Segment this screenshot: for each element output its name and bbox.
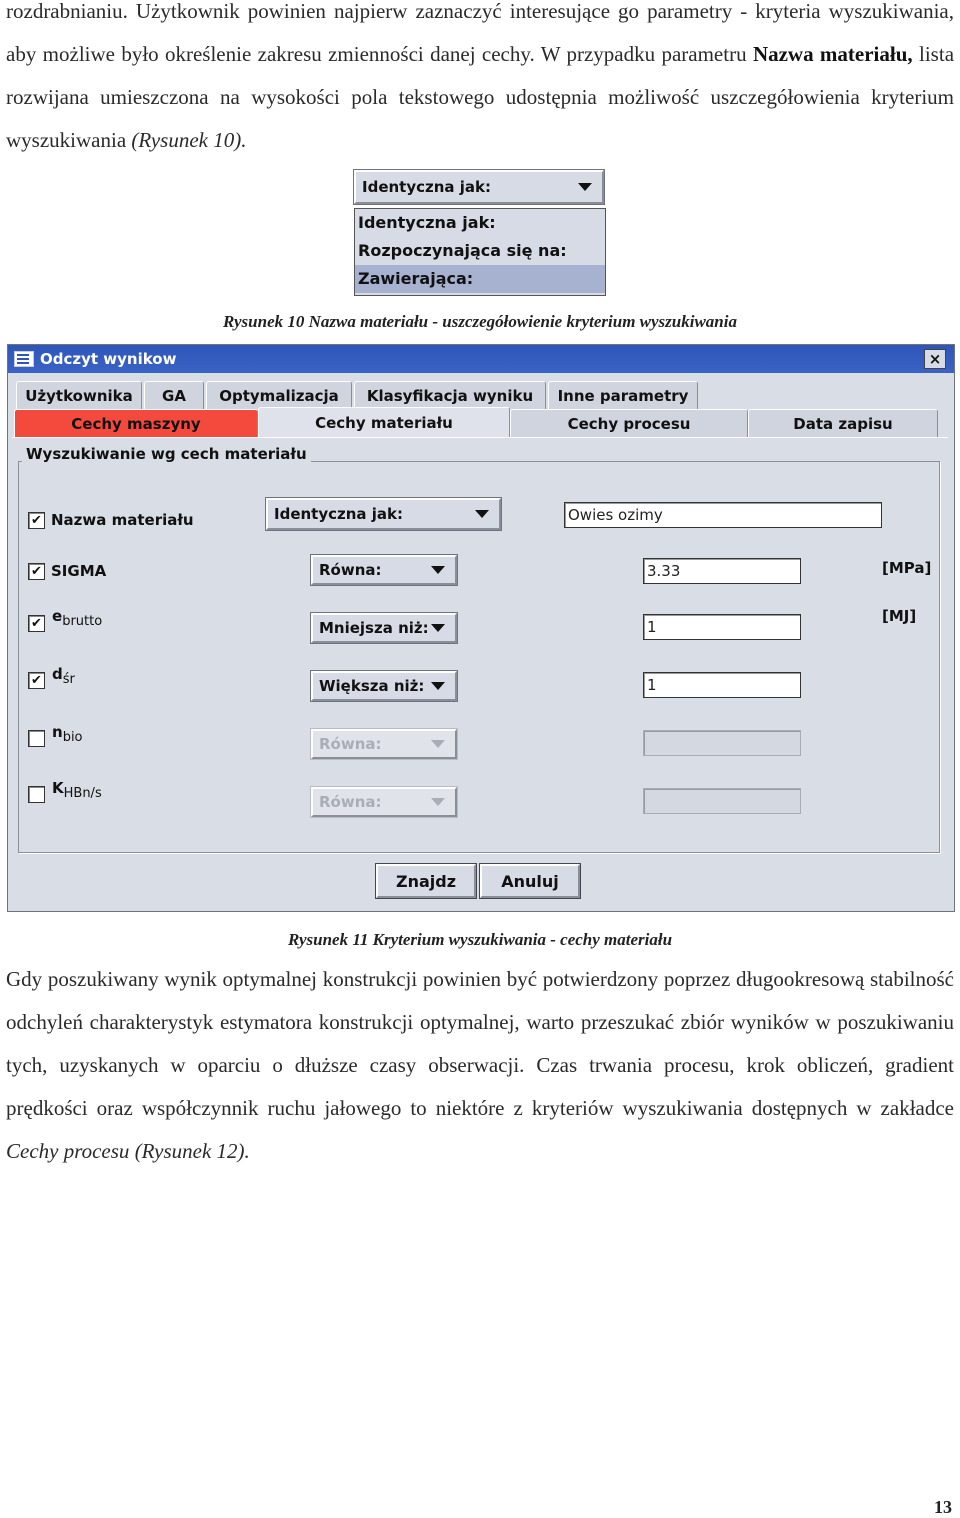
sigma-combo[interactable] bbox=[311, 555, 457, 585]
checkbox-k-hbns[interactable] bbox=[28, 786, 45, 803]
match-mode-combo[interactable] bbox=[354, 170, 604, 204]
window-titlebar[interactable] bbox=[8, 345, 954, 373]
intro-paragraph bbox=[6, 0, 954, 162]
tab-optimization[interactable]: Optymalizacja bbox=[206, 381, 352, 409]
checkbox-e-brutto[interactable]: ✔ bbox=[28, 615, 45, 632]
group-title: Wyszukiwanie wg cech materiału bbox=[22, 445, 311, 463]
option-contains[interactable]: Zawierająca: bbox=[355, 265, 605, 293]
results-window bbox=[8, 345, 954, 911]
label-d-sr-sub: śr bbox=[62, 672, 75, 687]
k-hbns-combo[interactable] bbox=[311, 787, 457, 817]
label-n-bio-sub: bio bbox=[62, 730, 83, 745]
sigma-combo-value: Równa: bbox=[319, 561, 382, 579]
tab-machine-features[interactable]: Cechy maszyny bbox=[14, 409, 258, 437]
cancel-button[interactable]: Anuluj bbox=[480, 864, 580, 898]
chevron-down-icon bbox=[431, 798, 445, 806]
find-button[interactable]: Znajdz bbox=[376, 864, 476, 898]
label-k-hbns-sub: HBn/s bbox=[63, 786, 102, 801]
checkbox-d-sr[interactable]: ✔ bbox=[28, 672, 45, 689]
intro-figure-ref: (Rysunek 10). bbox=[131, 128, 247, 152]
tab-ga[interactable]: GA bbox=[144, 381, 204, 409]
tab-save-date[interactable]: Data zapisu bbox=[748, 409, 938, 437]
intro-text-1: rozdrabnianiu. Użytkownik powinien najpierw zaznaczyć interesujące go parametry - kryteria wyszukiwania, aby możliwe było określenie zakresu zmienności danej cechy. W przypadku parametru bbox=[6, 0, 954, 66]
label-d-sr bbox=[52, 665, 75, 687]
unit-mpa: [MPa] bbox=[882, 559, 932, 577]
material-name-input[interactable]: Owies ozimy bbox=[564, 502, 882, 528]
k-hbns-combo-value: Równa: bbox=[319, 793, 382, 811]
e-brutto-combo[interactable] bbox=[311, 613, 457, 643]
label-k-hbns bbox=[52, 779, 102, 801]
outro-paragraph bbox=[6, 958, 954, 1173]
tab-user[interactable]: Użytkownika bbox=[16, 381, 142, 409]
chevron-down-icon bbox=[475, 510, 489, 518]
tab-result-classification[interactable]: Klasyfikacja wyniku bbox=[354, 381, 546, 409]
label-d-sr-main: d bbox=[52, 665, 63, 683]
option-starts-with[interactable]: Rozpoczynająca się na: bbox=[358, 241, 567, 260]
n-bio-combo[interactable] bbox=[311, 729, 457, 759]
chevron-down-icon bbox=[578, 183, 592, 191]
match-mode-listbox[interactable] bbox=[354, 208, 606, 296]
n-bio-input[interactable] bbox=[643, 730, 801, 756]
outro-text: Gdy poszukiwany wynik optymalnej konstrukcji powinien być potwierdzony poprzez długookresową stabilność odchyleń charakterystyk estymatora konstrukcji optymalnej, warto przeszukać zbiór wyników w poszukiwaniu tych, uzyskanych w oparciu o dłuższe czasy obserwacji. Czas trwania procesu, krok obliczeń, gradient prędkości oraz współczynnik ruchu jałowego to niektóre z kryteriów wyszukiwania dostępnych w zakładce bbox=[6, 967, 954, 1120]
app-icon bbox=[14, 351, 34, 367]
checkbox-material-name[interactable]: ✔ bbox=[28, 512, 45, 529]
d-sr-input[interactable]: 1 bbox=[643, 672, 801, 698]
e-brutto-input[interactable]: 1 bbox=[643, 614, 801, 640]
e-brutto-combo-value: Mniejsza niż: bbox=[319, 619, 429, 637]
tab-divider bbox=[12, 437, 948, 438]
k-hbns-input[interactable] bbox=[643, 788, 801, 814]
figure11-caption: Rysunek 11 Kryterium wyszukiwania - cechy materiału bbox=[287, 930, 673, 949]
n-bio-combo-value: Równa: bbox=[319, 735, 382, 753]
close-icon[interactable]: × bbox=[924, 349, 946, 369]
label-e-brutto-main: e bbox=[52, 607, 63, 625]
label-n-bio-main: n bbox=[52, 723, 63, 741]
chevron-down-icon bbox=[431, 566, 445, 574]
intro-bold-term: Nazwa materiału, bbox=[752, 42, 913, 66]
label-n-bio bbox=[52, 723, 83, 745]
option-identical[interactable]: Identyczna jak: bbox=[358, 213, 496, 232]
unit-mj: [MJ] bbox=[882, 607, 917, 625]
label-k-hbns-main: K bbox=[52, 779, 64, 797]
match-mode-combo-value: Identyczna jak: bbox=[362, 178, 492, 196]
label-e-brutto bbox=[52, 607, 102, 629]
window-title: Odczyt wynikow bbox=[40, 350, 177, 368]
checkbox-sigma[interactable]: ✔ bbox=[28, 563, 45, 580]
material-name-combo-value: Identyczna jak: bbox=[274, 505, 404, 523]
d-sr-combo-value: Większa niż: bbox=[319, 677, 425, 695]
figure10-caption: Rysunek 10 Nazwa materiału - uszczegółowienie kryterium wyszukiwania bbox=[222, 312, 737, 331]
d-sr-combo[interactable] bbox=[311, 671, 457, 701]
tab-other-params[interactable]: Inne parametry bbox=[548, 381, 698, 409]
label-e-brutto-sub: brutto bbox=[62, 614, 103, 629]
checkbox-n-bio[interactable] bbox=[28, 730, 45, 747]
material-name-combo[interactable] bbox=[266, 498, 501, 530]
label-material-name: Nazwa materiału bbox=[51, 511, 194, 529]
intro-text-2: lista rozwijana umieszczona na wysokości pola tekstowego udostępnia możliwość uszczegółowienia kryterium wyszukiwania bbox=[6, 42, 955, 152]
dropdown-figure bbox=[352, 168, 608, 298]
chevron-down-icon bbox=[431, 740, 445, 748]
tab-material-features[interactable]: Cechy materiału bbox=[258, 407, 510, 437]
tab-process-features[interactable]: Cechy procesu bbox=[510, 409, 748, 437]
chevron-down-icon bbox=[431, 624, 445, 632]
chevron-down-icon bbox=[431, 682, 445, 690]
outro-italic-term: Cechy procesu bbox=[6, 1139, 130, 1163]
outro-figure-ref: (Rysunek 12). bbox=[134, 1139, 250, 1163]
sigma-input[interactable]: 3.33 bbox=[643, 558, 801, 584]
page-number: 13 bbox=[934, 1497, 952, 1517]
label-sigma: SIGMA bbox=[51, 562, 107, 580]
